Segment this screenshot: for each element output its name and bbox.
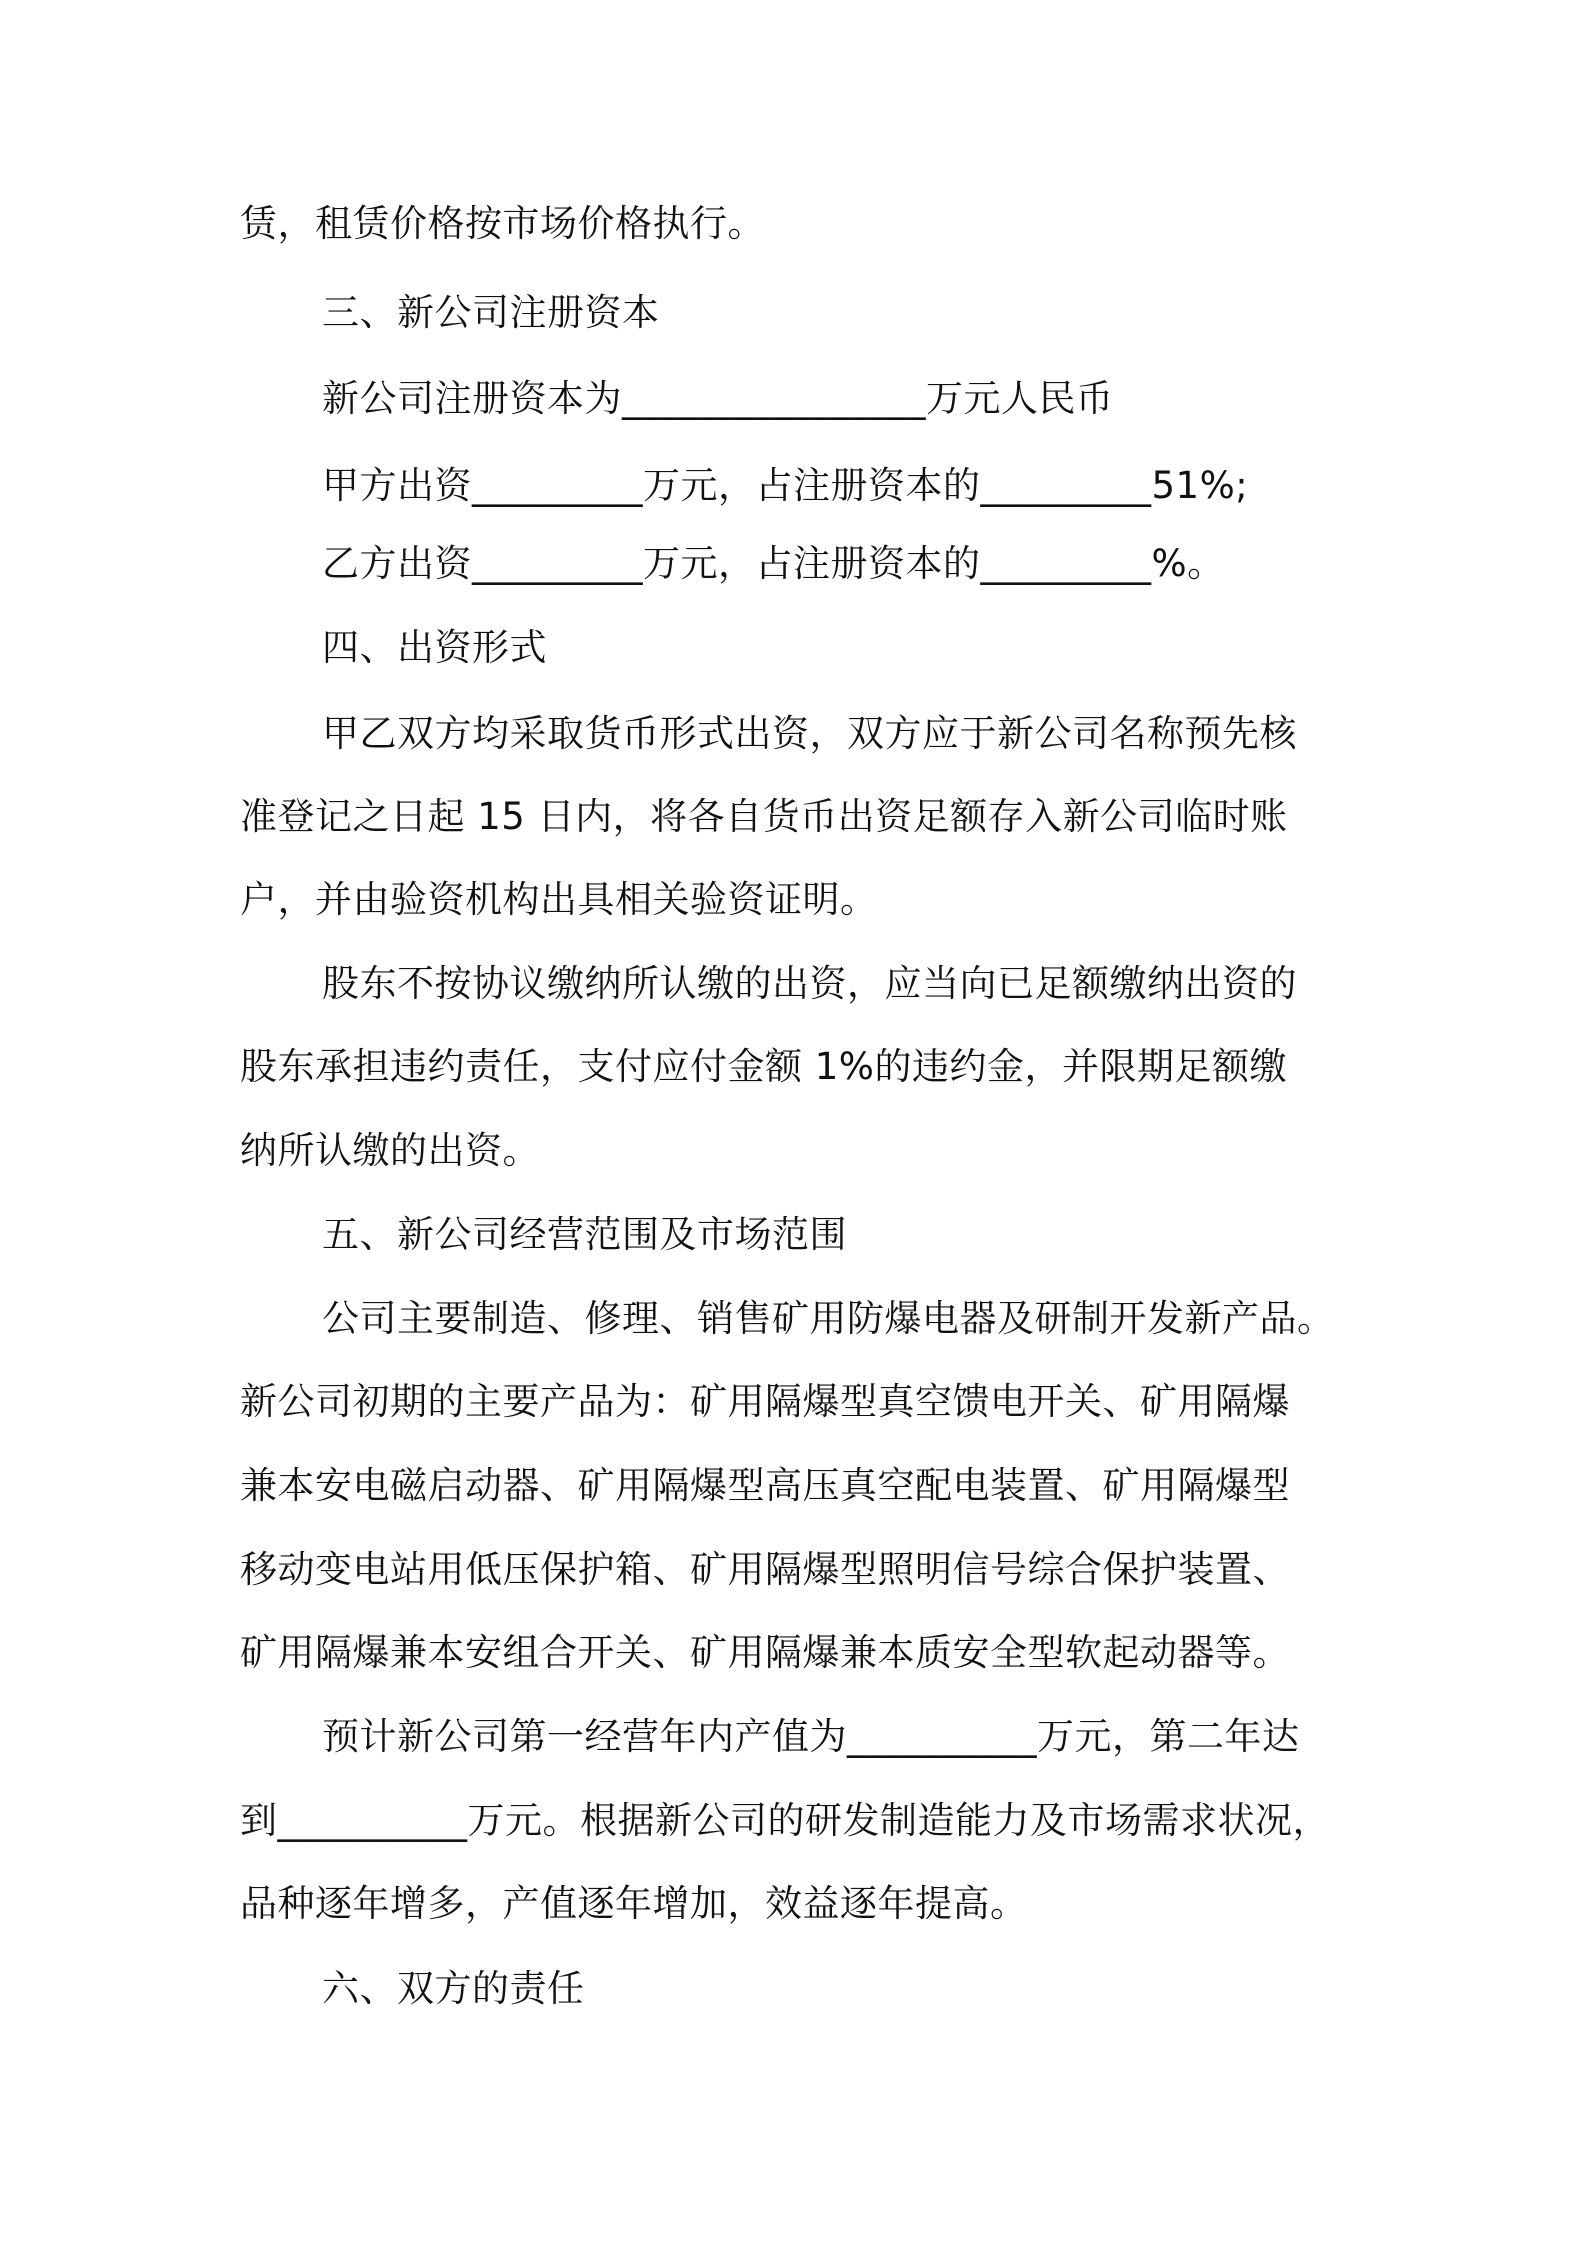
paragraph-line: 赁，租赁价格按市场价格执行。 [240,202,765,245]
paragraph-line: 股东承担违约责任，支付应付金额 1%的违约金，并限期足额缴 [240,1045,1287,1088]
section-heading: 五、新公司经营范围及市场范围 [322,1213,847,1256]
section-heading: 三、新公司注册资本 [322,291,660,334]
paragraph-line: 预计新公司第一经营年内产值为__________万元，第二年达 [322,1715,1300,1758]
paragraph-line: 品种逐年增多，产值逐年增加，效益逐年提高。 [240,1882,1028,1925]
paragraph-line: 移动变电站用低压保护箱、矿用隔爆型照明信号综合保护装置、 [240,1548,1290,1591]
paragraph-line: 甲乙双方均采取货币形式出资，双方应于新公司名称预先核 [322,712,1297,755]
paragraph-line: 乙方出资_________万元，占注册资本的_________%。 [322,542,1225,585]
paragraph-line: 准登记之日起 15 日内，将各自货币出资足额存入新公司临时账 [240,795,1288,838]
paragraph-line: 甲方出资_________万元，占注册资本的_________51%; [322,464,1249,507]
paragraph-line: 户，并由验资机构出具相关验资证明。 [240,878,878,921]
section-heading: 四、出资形式 [322,626,547,669]
paragraph-line: 新公司注册资本为________________万元人民币 [322,377,1114,420]
paragraph-line: 公司主要制造、修理、销售矿用防爆电器及研制开发新产品。 [322,1297,1335,1340]
paragraph-line: 到__________万元。根据新公司的研发制造能力及市场需求状况， [240,1799,1330,1842]
paragraph-line: 股东不按协议缴纳所认缴的出资，应当向已足额缴纳出资的 [322,962,1297,1005]
section-heading: 六、双方的责任 [322,1967,585,2010]
paragraph-line: 兼本安电磁启动器、矿用隔爆型高压真空配电装置、矿用隔爆型 [240,1464,1290,1507]
paragraph-line: 纳所认缴的出资。 [240,1129,540,1172]
paragraph-line: 新公司初期的主要产品为：矿用隔爆型真空馈电开关、矿用隔爆 [240,1380,1290,1423]
paragraph-line: 矿用隔爆兼本安组合开关、矿用隔爆兼本质安全型软起动器等。 [240,1631,1290,1674]
